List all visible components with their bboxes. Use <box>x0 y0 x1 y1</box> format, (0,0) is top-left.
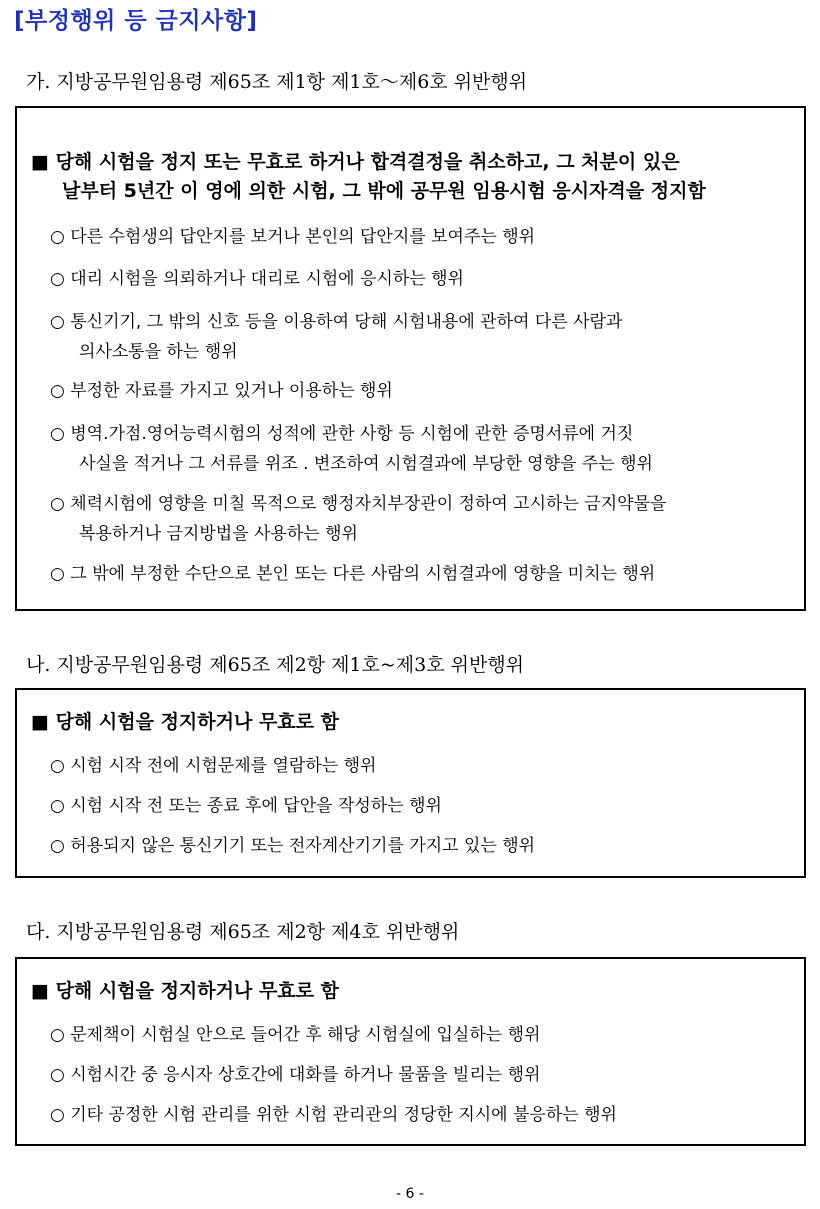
page-title: [부정행위 등 금지사항] <box>14 8 258 34</box>
section-box-na <box>15 688 806 878</box>
page-number: - 6 - <box>396 1186 424 1202</box>
section-headline: ■ 당해 시험을 정지 또는 무효로 하거나 합격결정을 취소하고, 그 처분이 있은 날부터 5년간 이 영에 의한 시험, 그 밖에 공무원 임용시험 응시자격을 정지함 <box>31 151 706 202</box>
list-item: ○ 허용되지 않은 통신기기 또는 전자계산기기를 가지고 있는 행위 <box>50 836 536 856</box>
list-item: ○ 시험 시작 전 또는 종료 후에 답안을 작성하는 행위 <box>50 796 442 816</box>
section-box-da <box>15 957 806 1146</box>
list-item: ○ 병역.가점.영어능력시험의 성적에 관한 사항 등 시험에 관한 증명서류에 거짓 사실을 적거나 그 서류를 위조 . 변조하여 시험결과에 부당한 영향을 주는 행위 <box>50 424 653 474</box>
list-item: ○ 대리 시험을 의뢰하거나 대리로 시험에 응시하는 행위 <box>50 269 464 289</box>
section-title-da: 다. 지방공무원임용령 제65조 제2항 제4호 위반행위 <box>26 921 460 943</box>
section-title-na: 나. 지방공무원임용령 제65조 제2항 제1호~제3호 위반행위 <box>26 654 525 676</box>
section-headline: ■ 당해 시험을 정지하거나 무효로 함 <box>31 980 339 1002</box>
list-item: ○ 기타 공정한 시험 관리를 위한 시험 관리관의 정당한 지시에 불응하는 행위 <box>50 1105 617 1125</box>
section-title-ga: 가. 지방공무원임용령 제65조 제1항 제1호～제6호 위반행위 <box>26 71 528 93</box>
list-item: ○ 체력시험에 영향을 미칠 목적으로 행정자치부장관이 정하여 고시하는 금지약물을 복용하거나 금지방법을 사용하는 행위 <box>50 494 667 544</box>
list-item: ○ 시험시간 중 응시자 상호간에 대화를 하거나 물품을 빌리는 행위 <box>50 1065 541 1085</box>
list-item: ○ 그 밖에 부정한 수단으로 본인 또는 다른 사람의 시험결과에 영향을 미치는 행위 <box>50 564 656 584</box>
list-item: ○ 시험 시작 전에 시험문제를 열람하는 행위 <box>50 756 377 776</box>
list-item: ○ 부정한 자료를 가지고 있거나 이용하는 행위 <box>50 381 393 401</box>
list-item: ○ 통신기기, 그 밖의 신호 등을 이용하여 당해 시험내용에 관하여 다른 사람과 의사소통을 하는 행위 <box>50 312 623 362</box>
list-item: ○ 문제책이 시험실 안으로 들어간 후 해당 시험실에 입실하는 행위 <box>50 1025 541 1045</box>
list-item: ○ 다른 수험생의 답안지를 보거나 본인의 답안지를 보여주는 행위 <box>50 227 536 247</box>
section-box-ga <box>15 106 806 611</box>
section-headline: ■ 당해 시험을 정지하거나 무효로 함 <box>31 711 339 733</box>
